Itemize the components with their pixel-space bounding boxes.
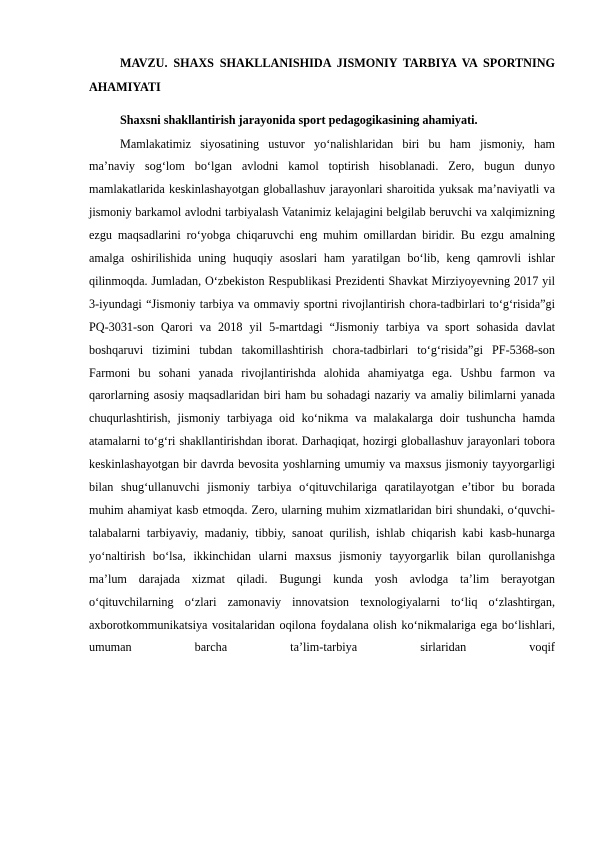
document-title: MAVZU. SHAXS SHAKLLANISHIDA JISMONIY TARBIYA VA SPORTNING AHAMIYATI [89, 56, 555, 94]
document-page [89, 52, 555, 659]
section-subtitle: Shaxsni shakllantirish jarayonida sport pedagogikasining ahamiyati. [120, 113, 478, 127]
body-paragraph: Mamlakatimiz siyosatining ustuvor yo‘nalishlaridan biri bu ham jismoniy, ham ma’naviy sog‘lom bo‘lgan avlodni kamol toptirish hisoblanadi. Zero, bugun dunyo mamlakatlarida keskinlashayotgan globallashuv jarayonlari sharoitida yuksak ma’naviyatli va jismoniy barkamol avlodni tarbiyalash Vatanimiz kelajagini belgilab beruvchi va xalqimizning ezgu maqsadlarini ro‘yobga chiqaruvchi eng muhim omillardan biridir. Bu ezgu amalning amalga oshirilishida uning huquqiy asoslari ham yaratilgan bo‘lib, keng qamrovli ishlar qilinmoqda. Jumladan, O‘zbekiston Respublikasi Prezidenti Shavkat Mirziyoyevning 2017 yil 3-iyundagi “Jismoniy tarbiya va ommaviy sportni rivojlantirish chora-tadbirlari to‘g‘risida”gi PQ-3031-son Qarori va 2018 yil 5-martdagi “Jismoniy tarbiya va sport sohasida davlat boshqaruvi tizimini tubdan takomillashtirish chora-tadbirlari to‘g‘risida”gi PF-5368-son Farmoni bu sohani yanada rivojlantirishda alohida ahamiyatga ega. Ushbu farmon va qarorlarning asosiy maqsadlaridan biri ham bu sohadagi nazariy va amaliy bilimlarni yanada chuqurlashtirish, jismoniy tarbiyaga oid ko‘nikma va malakalarga doir tushuncha hamda atamalarni to‘g‘ri shakllantirishdan iborat. Darhaqiqat, hozirgi globallashuv jarayonlari tobora keskinlashayotgan bir davrda bevosita yoshlarning umumiy va maxsus jismoniy tayyorgarligi bilan shug‘ullanuvchi jismoniy tarbiya o‘qituvchilariga qaratilayotgan e’tibor bu borada muhim ahamiyat kasb etmoqda. Zero, ularning muhim xizmatlaridan biri shundaki, o‘quvchi-talabalarni tarbiyaviy, madaniy, tibbiy, sanoat qurilish, ishlab chiqarish kabi kasb-hunarga yo‘naltirish bo‘lsa, ikkinchidan ularni maxsus jismoniy tayyorgarlik bilan qurollanishga ma’lum darajada xizmat qiladi. Bugungi kunda yosh avlodga ta’lim berayotgan o‘qituvchilarning o‘zlari zamonaviy innovatsion texnologiyalarni to‘liq o‘zlashtirgan, axborotkommunikatsiya vositalaridan oqilona foydalana olish ko‘nikmalariga ega bo‘lishlari, umuman barcha ta’lim-tarbiya sirlaridan voqif [89, 136, 555, 655]
